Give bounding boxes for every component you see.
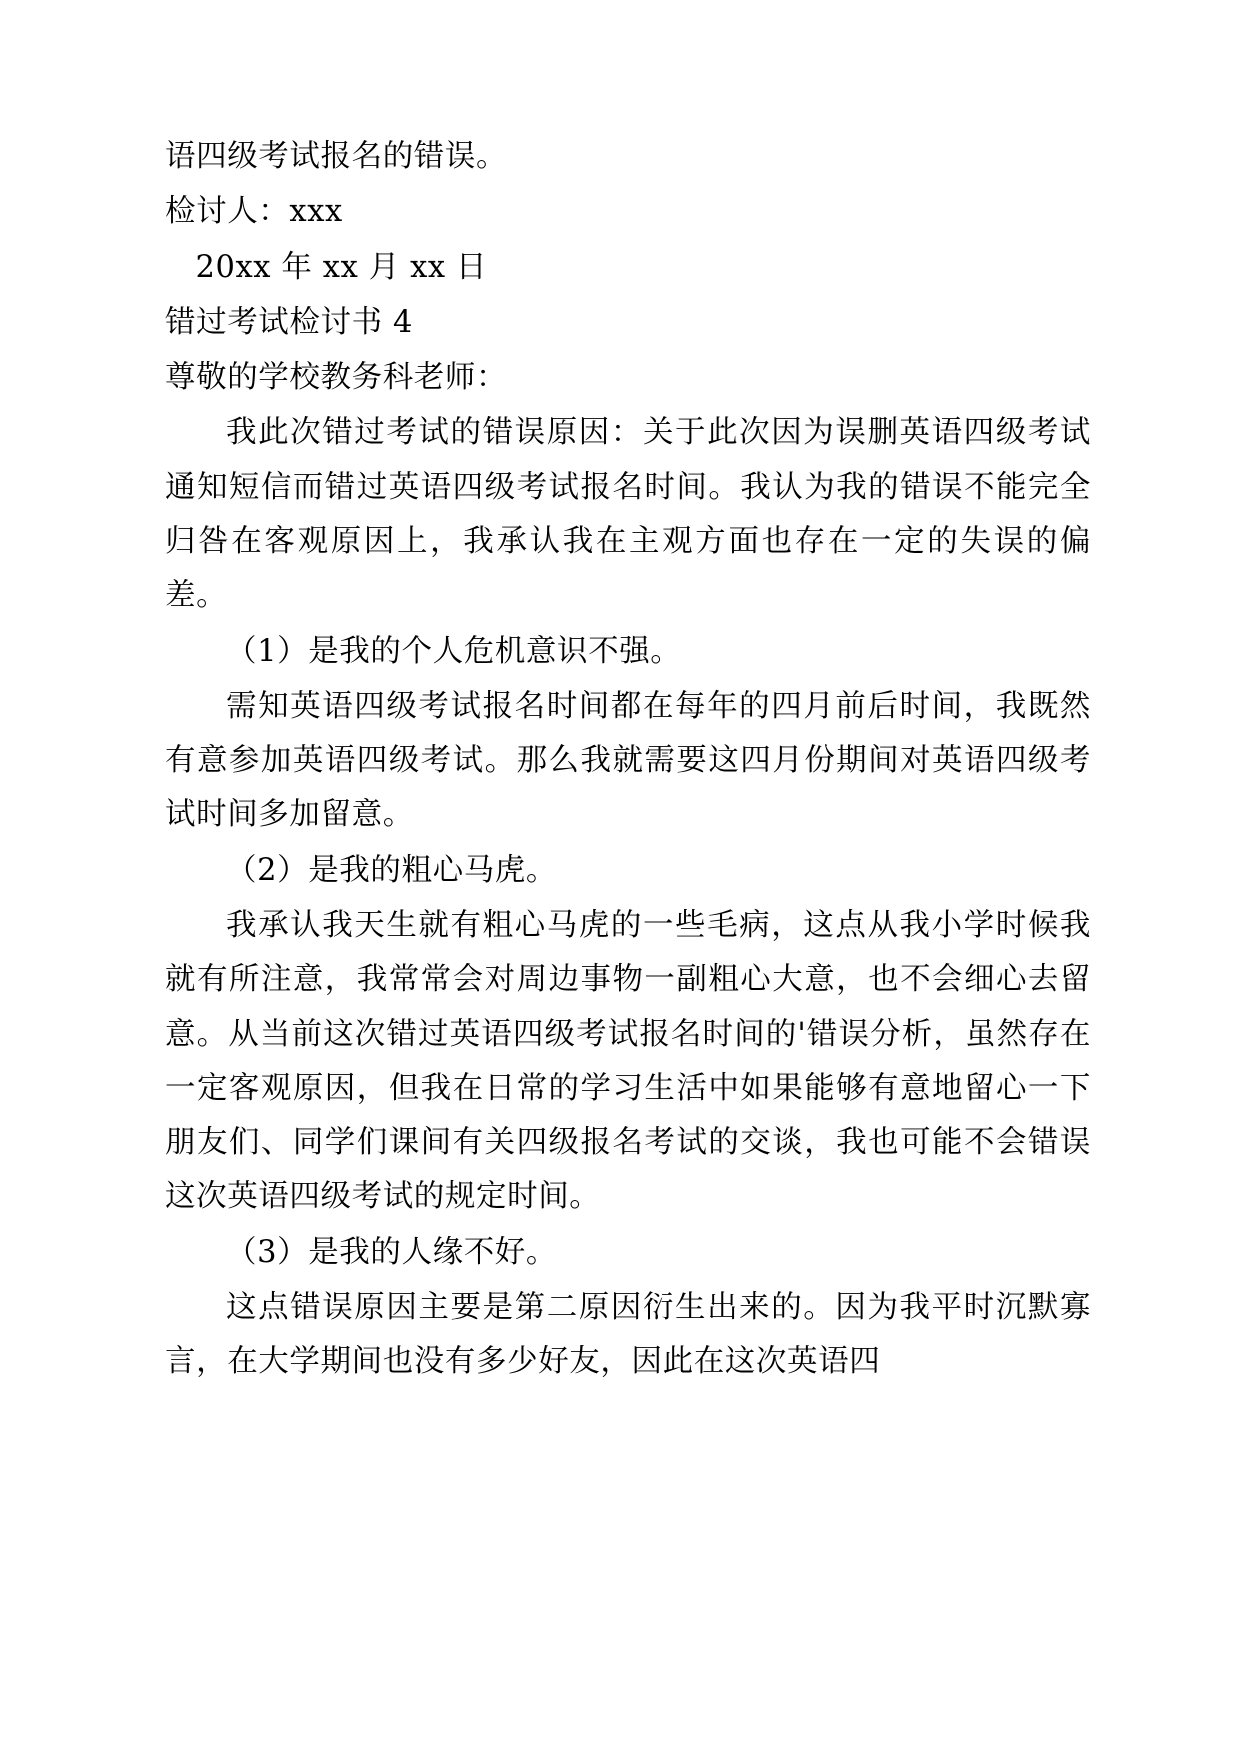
- reason-1-title: （1）是我的个人危机意识不强。: [226, 633, 682, 669]
- opening-paragraph: 我此次错过考试的错误原因：关于此次因为误删英语四级考试通知短信而错过英语四级考试报名时间。我认为我的错误不能完全归咎在客观原因上，我承认我在主观方面也存在一定的失误的偏差。: [165, 415, 1091, 614]
- signature-name: 检讨人：xxx: [165, 194, 343, 230]
- reason-1-body: 需知英语四级考试报名时间都在每年的四月前后时间，我既然有意参加英语四级考试。那么我就需要这四月份期间对英语四级考试时间多加留意。: [165, 688, 1091, 833]
- section-title: 错过考试检讨书 4: [165, 304, 413, 340]
- reason-2-title: （2）是我的粗心马虎。: [226, 852, 558, 888]
- paragraph-continuation: 语四级考试报名的错误。: [165, 139, 508, 174]
- document-body: [165, 130, 1091, 1389]
- reason-3-title: （3）是我的人缘不好。: [226, 1234, 558, 1270]
- salutation: 尊敬的学校教务科老师：: [165, 360, 508, 396]
- reason-3-body: 这点错误原因主要是第二原因衍生出来的。因为我平时沉默寡言，在大学期间也没有多少好友，因此在这次英语四: [165, 1289, 1091, 1380]
- reason-2-body: 我承认我天生就有粗心马虎的一些毛病，这点从我小学时候我就有所注意，我常常会对周边事物一副粗心大意，也不会细心去留意。从当前这次错过英语四级考试报名时间的'错误分析，虽然存在一定客观原因，但我在日常的学习生活中如果能够有意地留心一下朋友们、同学们课间有关四级报名考试的交谈，我也可能不会错误这次英语四级考试的规定时间。: [165, 907, 1091, 1215]
- signature-date: 20xx 年 xx 月 xx 日: [195, 249, 488, 285]
